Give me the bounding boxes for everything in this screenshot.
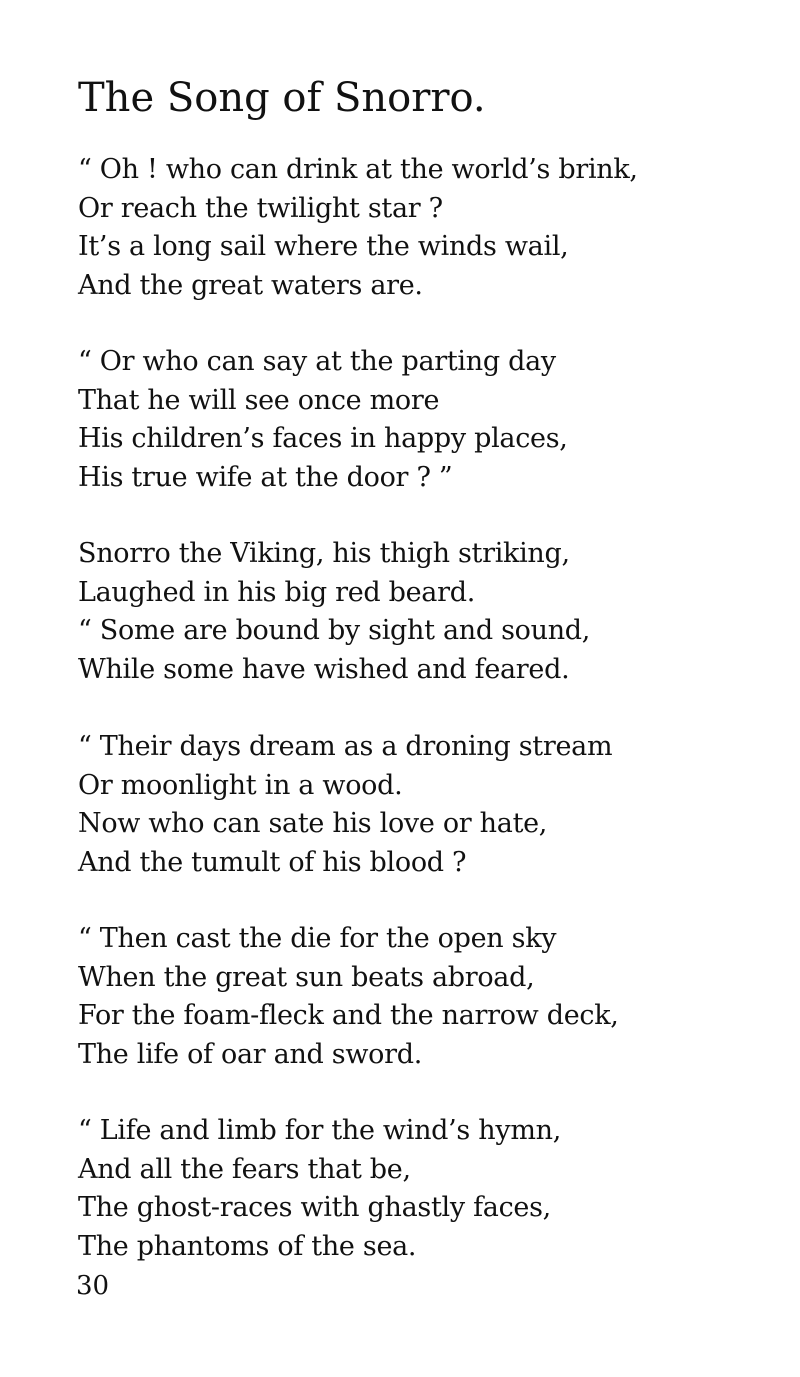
poem-line: When the great sun beats abroad,: [78, 961, 535, 993]
stanza-6: [78, 1112, 561, 1266]
poem-line: And the great waters are.: [78, 269, 423, 301]
poem-line: It’s a long sail where the winds wail,: [78, 231, 569, 262]
stanza-1: [78, 151, 638, 305]
poem-line: The phantoms of the sea.: [78, 1230, 417, 1262]
poem-line: And all the fears that be,: [78, 1153, 411, 1185]
poem-line: “ Or who can say at the parting day: [78, 346, 556, 377]
poem-line: The life of oar and sword.: [78, 1038, 423, 1070]
page-number: 30: [76, 1271, 110, 1301]
poem-line: His true wife at the door ? ”: [78, 461, 453, 493]
poem-line: That he will see once more: [78, 384, 440, 416]
poem-line: His children’s faces in happy places,: [78, 423, 568, 454]
poem-line: Now who can sate his love or hate,: [78, 808, 548, 839]
poem-line: “ Then cast the die for the open sky: [78, 923, 557, 954]
poem-line: Or moonlight in a wood.: [78, 769, 403, 801]
poem-line: And the tumult of his blood ?: [78, 846, 467, 878]
poem-line: While some have wished and feared.: [78, 653, 570, 685]
stanza-2: [78, 343, 568, 497]
poem-line: Laughed in his big red beard.: [78, 576, 475, 608]
poem-line: “ Life and limb for the wind’s hymn,: [78, 1115, 561, 1146]
poem-line: Or reach the twilight star ?: [78, 192, 443, 224]
poem-line: “ Oh ! who can drink at the world’s brink,: [78, 154, 638, 185]
poem-line: “ Some are bound by sight and sound,: [78, 615, 591, 646]
stanza-4: [78, 728, 612, 882]
poem-line: “ Their days dream as a droning stream: [78, 731, 613, 762]
stanza-5: [78, 920, 619, 1074]
poem-title: The Song of Snorro.: [78, 75, 486, 121]
poem-line: For the foam-fleck and the narrow deck,: [78, 1000, 619, 1031]
poem-line: Snorro the Viking, his thigh striking,: [78, 538, 570, 569]
stanza-3: [78, 535, 590, 689]
poem-line: The ghost-races with ghastly faces,: [78, 1192, 551, 1223]
